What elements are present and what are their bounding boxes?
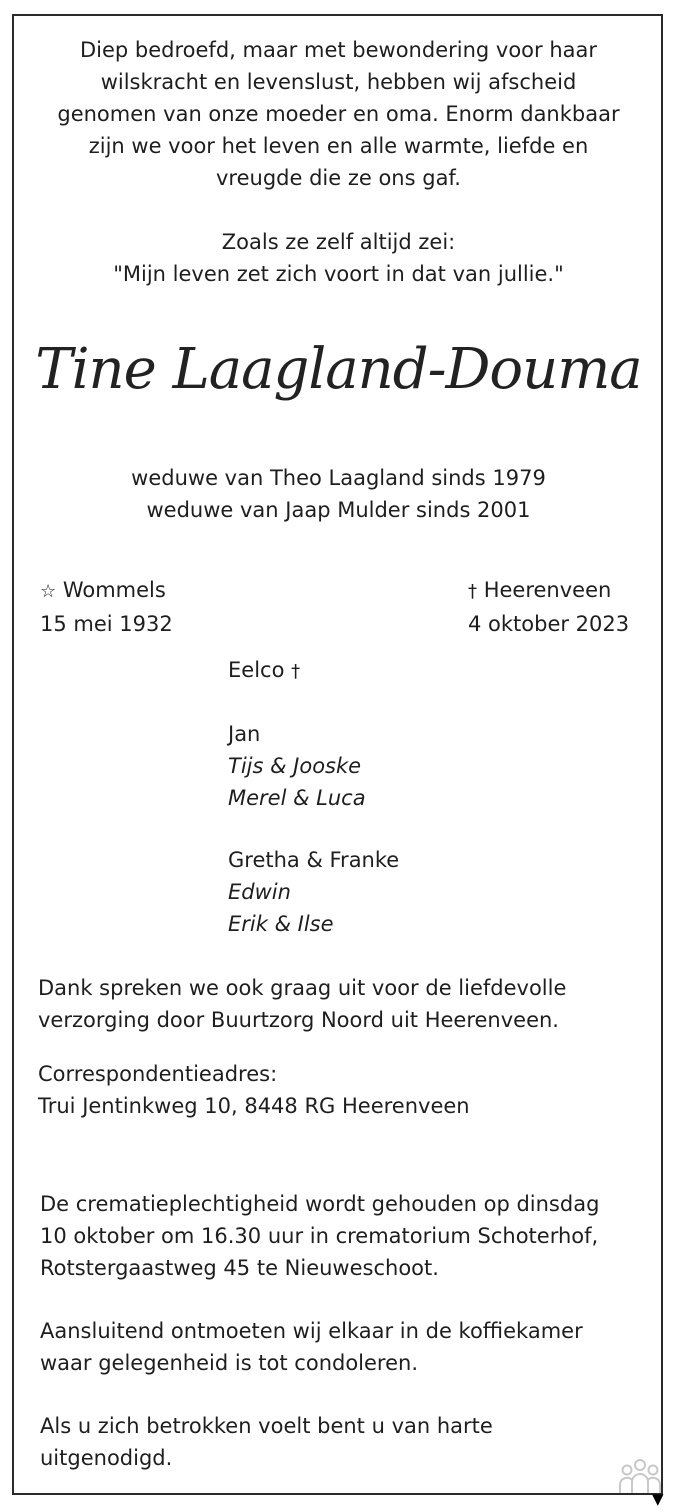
dagger-icon: † bbox=[291, 661, 301, 682]
family-list bbox=[228, 654, 399, 940]
widow-lines bbox=[20, 462, 657, 526]
death-info bbox=[468, 574, 629, 640]
family-member: Jan bbox=[228, 722, 261, 746]
grandchild: Tijs & Jooske bbox=[228, 754, 362, 778]
intro-line: genomen van onze moeder en oma. Enorm dankbaar bbox=[57, 102, 620, 126]
dagger-icon: † bbox=[468, 581, 477, 602]
cremation-line: De crematieplechtigheid wordt gehouden op dinsdag bbox=[40, 1192, 600, 1216]
intro-line: vreugde die ze ons gaf. bbox=[216, 166, 461, 190]
invitation-text bbox=[40, 1410, 493, 1474]
invitation-line: Als u zich betrokken voelt bent u van harte bbox=[40, 1414, 493, 1438]
death-date: 4 oktober 2023 bbox=[468, 612, 630, 636]
grandchild: Merel & Luca bbox=[228, 786, 366, 810]
death-place: Heerenveen bbox=[483, 578, 612, 602]
cremation-line: 10 oktober om 16.30 uur in crematorium Schoterhof, bbox=[40, 1224, 599, 1248]
thanks-line: Dank spreken we ook graag uit voor de liefdevolle bbox=[38, 976, 567, 1000]
thanks-line: verzorging door Buurtzorg Noord uit Heerenveen. bbox=[38, 1008, 559, 1032]
widow-line: weduwe van Theo Laagland sinds 1979 bbox=[131, 466, 546, 490]
intro-line: zijn we voor het leven en alle warmte, liefde en bbox=[88, 134, 589, 158]
widow-line: weduwe van Jaap Mulder sinds 2001 bbox=[146, 498, 531, 522]
people-group-icon bbox=[617, 1458, 663, 1494]
correspondence-address bbox=[38, 1058, 470, 1122]
intro-line: wilskracht en levenslust, hebben wij afscheid bbox=[100, 70, 577, 94]
thanks-text bbox=[38, 972, 566, 1036]
triangle-down-icon[interactable]: ▼ bbox=[652, 1490, 664, 1508]
grandchild: Erik & Ilse bbox=[228, 912, 334, 936]
intro-line: Diep bedroefd, maar met bewondering voor haar bbox=[79, 38, 598, 62]
family-member: Gretha & Franke bbox=[228, 848, 400, 872]
deceased-name: Tine Laagland-Douma bbox=[35, 337, 642, 402]
correspondence-label: Correspondentieadres: bbox=[38, 1062, 278, 1086]
star-icon: ☆ bbox=[40, 581, 57, 602]
quote-text bbox=[20, 226, 657, 290]
meeting-line: waar gelegenheid is tot condoleren. bbox=[40, 1351, 419, 1375]
birth-date: 15 mei 1932 bbox=[40, 612, 173, 636]
quote-line: "Mijn leven zet zich voort in dat van jullie." bbox=[113, 262, 564, 286]
meeting-line: Aansluitend ontmoeten wij elkaar in de koffiekamer bbox=[40, 1319, 583, 1343]
cremation-info bbox=[40, 1188, 599, 1284]
correspondence-line: Trui Jentinkweg 10, 8448 RG Heerenveen bbox=[38, 1094, 470, 1118]
grandchild: Edwin bbox=[228, 880, 291, 904]
birth-info bbox=[40, 574, 173, 640]
invitation-line: uitgenodigd. bbox=[40, 1446, 173, 1470]
quote-line: Zoals ze zelf altijd zei: bbox=[221, 230, 456, 254]
intro-text bbox=[20, 34, 657, 194]
meeting-info bbox=[40, 1315, 583, 1379]
birth-place: Wommels bbox=[62, 578, 166, 602]
cremation-line: Rotstergaastweg 45 te Nieuweschoot. bbox=[40, 1256, 439, 1280]
family-member: Eelco bbox=[228, 658, 285, 682]
